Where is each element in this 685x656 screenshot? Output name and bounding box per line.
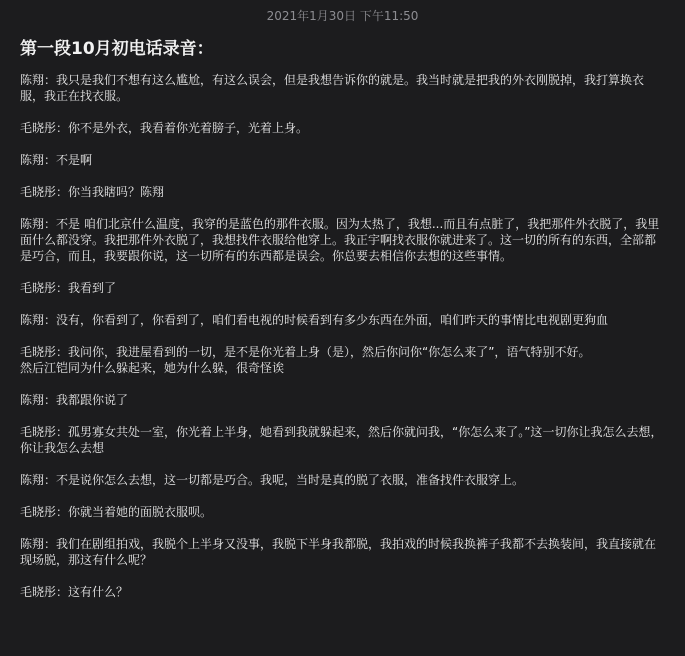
note-paragraph[interactable]: 毛晓彤：你就当着她的面脱衣服呗。 (20, 505, 213, 519)
note-paragraph[interactable]: 陈翔：没有，你看到了，你看到了，咱们看电视的时候看到有多少东西在外面，咱们昨天的事情比电视剧更狗血 (20, 313, 609, 327)
note-paragraph[interactable]: 陈翔：我只是我们不想有这么尴尬，有这么误会，但是我想告诉你的就是。我当时就是把我的外衣刚脱掉，我打算换衣服，我正在找衣服。 (20, 73, 645, 103)
note-paragraph[interactable]: 毛晓彤：你不是外衣，我看着你光着膀子，光着上身。 (20, 121, 309, 135)
note-paragraph[interactable]: 毛晓彤：这有什么？ (20, 585, 129, 599)
note-paragraph[interactable]: 毛晓彤：你当我瞎吗？陈翔 (20, 185, 165, 199)
note-paragraph[interactable]: 陈翔：不是啊 (20, 153, 93, 167)
note-paragraph[interactable]: 毛晓彤：我问你，我进屋看到的一切，是不是你光着上身（是），然后你问你“你怎么来了”，语气特别不好。 然后江铠同为什么躲起来，她为什么躲，很奇怪诶 (20, 345, 591, 375)
note-paragraph[interactable]: 陈翔：不是说你怎么去想，这一切都是巧合。我呢，当时是真的脱了衣服，准备找件衣服穿上。 (20, 473, 525, 487)
note-paragraph[interactable]: 陈翔：我们在剧组拍戏，我脱个上半身又没事，我脱下半身我都脱，我拍戏的时候我换裤子我都不去换装间，我直接就在现场脱，那这有什么呢？ (20, 537, 657, 567)
note-paragraph[interactable]: 陈翔：我都跟你说了 (20, 393, 129, 407)
note-paragraph[interactable]: 毛晓彤：我看到了 (20, 281, 117, 295)
note-paragraph[interactable]: 陈翔：不是 咱们北京什么温度，我穿的是蓝色的那件衣服。因为太热了，我想...而且有点脏了，我把那件外衣脱了，我里面什么都没穿。我把那件外衣脱了，我想找件衣服给他穿上。我正宇啊找衣服你就进来了。这一切的所有的东西，全部都是巧合，而且，我要跟你说，这一切所有的东西都是误会。你总要去相信你去想的这些事情。 (20, 217, 660, 263)
note-title[interactable]: 第一段10月初电话录音： (20, 39, 214, 59)
note-paragraph[interactable]: 毛晓彤：孤男寡女共处一室，你光着上半身，她看到我就躲起来，然后你就问我，“你怎么来了。”这一切你让我怎么去想，你让我怎么去想 (20, 425, 663, 455)
note-timestamp: 2021年1月30日 下午11:50 (266, 9, 419, 23)
